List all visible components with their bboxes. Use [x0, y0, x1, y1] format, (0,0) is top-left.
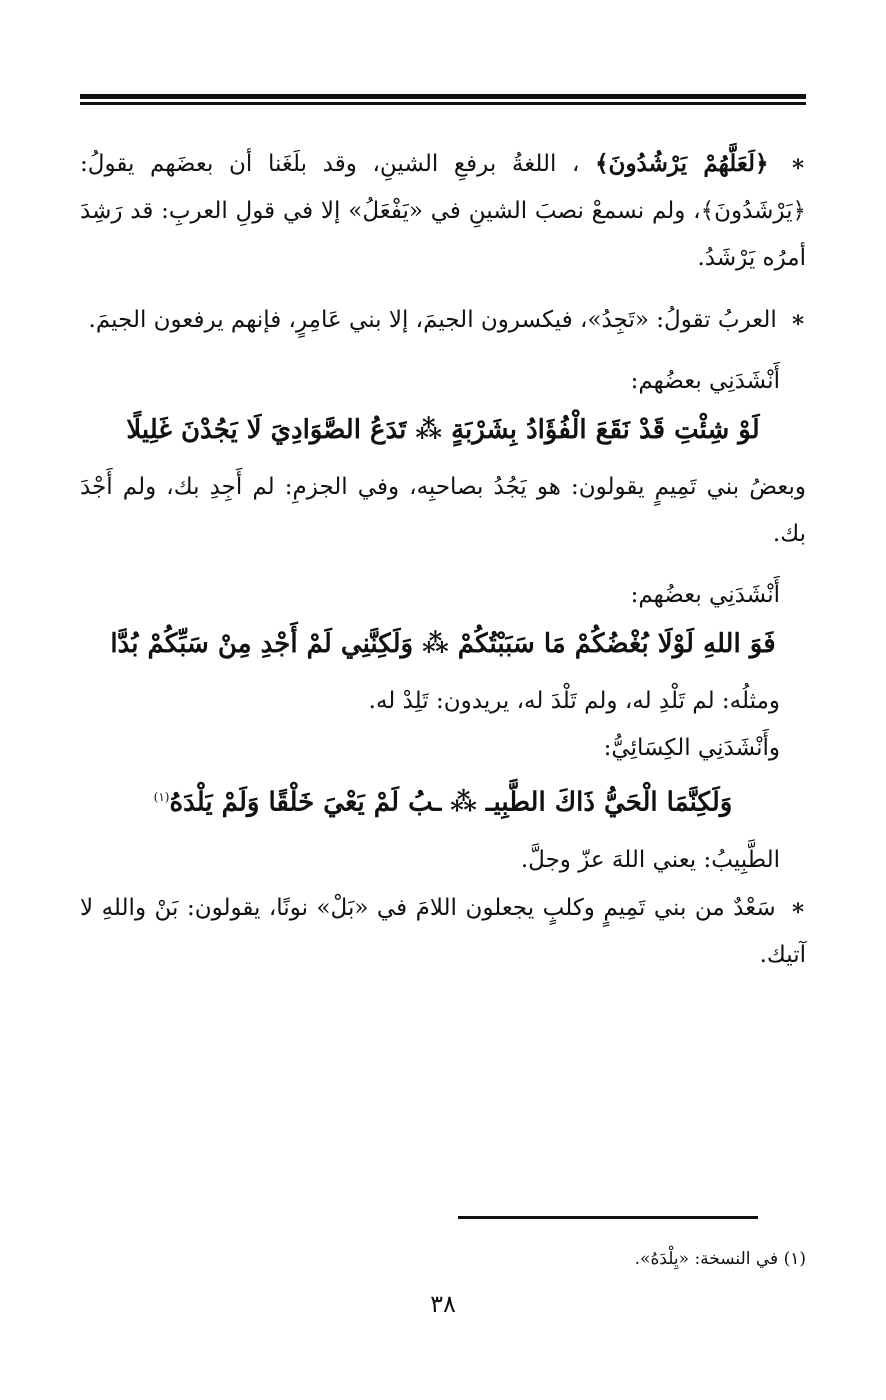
paragraph-6: [80, 884, 806, 979]
paragraph-text: سَعْدٌ من بني تَمِيمٍ وكلبٍ يجعلون اللامَ في «بَلْ» نونًا، يقولون: بَنْ واللهِ لا آتيك.: [80, 894, 806, 968]
verse-3-text: وَلَكِنَّمَا الْحَيُّ ذَاكَ الطَّبِيـ ⁂ ـبُ لَمْ يَعْيَ خَلْقًا وَلَمْ يَلْدَهُ: [169, 787, 733, 818]
paragraph-1: [80, 140, 806, 282]
star-marker: ∗: [790, 150, 806, 177]
paragraph-text: ، اللغةُ برفعِ الشينِ، وقد بلَغَنا أن بعضَهم يقولُ: ﴿يَرْشَدُونَ﴾، ولم نسمعْ نصبَ الشينِ في «يَفْعَلُ» إلا في قولِ العربِ: قد رَشِدَ أمرُه يَرْشَدُ.: [80, 151, 806, 271]
page-number: ٣٨: [430, 1290, 456, 1318]
footnote-marker: (١): [153, 790, 170, 804]
paragraph-3: وبعضُ بني تَمِيمٍ يقولون: هو يَجُدُ بصاحبِه، وفي الجزمِ: لم أَجِدِ بك، ولم أَجْدَ بك.: [80, 474, 806, 547]
header-rule-thick: [80, 94, 806, 99]
paragraph-2: [80, 296, 806, 344]
verse-1: لَوْ شِئْتِ قَدْ نَقَعَ الْفُؤَادُ بِشَرْبَةٍ ⁂ تَدَعُ الصَّوَادِيَ لَا يَجُدْنَ غَلِيلًا: [126, 415, 760, 445]
verse-intro-2: أَنْشَدَنِي بعضُهم:: [630, 582, 780, 608]
star-marker: ∗: [790, 893, 806, 921]
paragraph-text: العربُ تقولُ: «تَجِدُ»، فيكسرون الجيمَ، إلا بني عَامِرٍ، فإنهم يرفعون الجيمَ.: [88, 307, 777, 333]
paragraph-5: الطَّبِيبُ: يعني اللهَ عزّ وجلَّ.: [520, 846, 780, 873]
verse-intro-3: وأَنْشَدَنِي الكِسَائِيُّ:: [603, 735, 780, 761]
verse-2: فَوَ اللهِ لَوْلَا بُغْضُكُمْ مَا سَبَبْتُكُمْ ⁂ وَلَكِنَّنِي لَمْ أَجْدِ مِنْ سَبِّكُمْ بُدَّا: [110, 629, 776, 659]
verse-intro-1: أَنْشَدَنِي بعضُهم:: [630, 368, 780, 394]
footnote-separator: [458, 1216, 758, 1219]
paragraph-4: ومثلُه: لم تَلْدِ له، ولم تَلْدَ له، يريدون: تَلِدْ له.: [368, 688, 780, 714]
quran-quote: ﴿لَعَلَّهُمْ يَرْشُدُونَ﴾: [595, 150, 769, 177]
main-text: [80, 140, 806, 993]
header-rule-thin: [80, 102, 806, 105]
verse-3: [80, 774, 806, 827]
footnote: (١) في النسخة: «يِلْدَهُ».: [634, 1249, 806, 1269]
star-marker: ∗: [790, 306, 806, 333]
